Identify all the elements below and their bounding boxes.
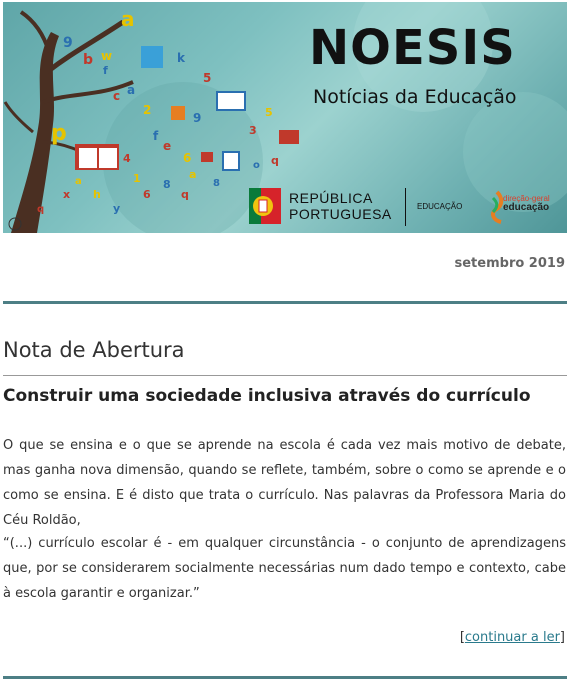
svg-text:y: y (113, 202, 121, 215)
svg-text:o: o (253, 160, 260, 171)
svg-text:e: e (163, 139, 172, 153)
dge-line2: educação (503, 202, 550, 213)
ministry-label: EDUCAÇÃO (417, 202, 463, 211)
svg-text:5: 5 (265, 106, 273, 119)
dge-line1: direção-geral (503, 194, 550, 203)
svg-text:a: a (75, 176, 82, 187)
svg-text:q: q (181, 188, 189, 201)
coat-of-arms-icon (247, 186, 283, 226)
svg-text:5: 5 (203, 71, 212, 85)
svg-text:b: b (83, 52, 94, 68)
svg-text:q: q (271, 154, 279, 167)
svg-text:8: 8 (163, 178, 171, 191)
svg-text:q: q (37, 204, 45, 215)
section-divider-bottom (3, 676, 567, 679)
section-divider-top (3, 301, 567, 304)
svg-text:x: x (63, 188, 71, 201)
svg-text:k: k (177, 51, 185, 65)
svg-text:1: 1 (133, 172, 141, 185)
svg-text:3: 3 (249, 124, 257, 137)
svg-text:w: w (101, 49, 113, 63)
newsletter-subtitle: Notícias da Educação (313, 86, 517, 108)
article-quote: “(...) currículo escolar é - em qualquer circunstância - o conjunto de aprendizagens que, por se considerarem socialmente necessárias num dado tempo e contexto, cabe à escola garantir e organizar.” (3, 536, 566, 601)
issue-date: setembro 2019 (454, 256, 565, 271)
svg-text:4: 4 (123, 152, 131, 165)
continue-reading-link[interactable]: continuar a ler (464, 630, 560, 645)
republica-portuguesa-logo (247, 184, 397, 228)
article-title: Construir uma sociedade inclusiva através do currículo (3, 386, 531, 406)
header-banner (3, 2, 567, 233)
svg-text:c: c (113, 89, 121, 103)
dge-logo (489, 190, 561, 226)
svg-text:a: a (121, 7, 135, 31)
svg-text:h: h (93, 188, 101, 201)
republica-text: REPÚBLICA (289, 190, 373, 206)
svg-text:f: f (153, 129, 159, 143)
newsletter-title: NOESIS (309, 20, 516, 76)
svg-text:6: 6 (183, 151, 192, 165)
logo-divider (405, 188, 406, 226)
svg-text:8: 8 (213, 178, 220, 189)
section-title: Nota de Abertura (3, 338, 185, 362)
svg-text:9: 9 (63, 35, 73, 51)
svg-text:2: 2 (143, 103, 152, 117)
svg-text:a: a (189, 168, 197, 181)
article-paragraph-1: O que se ensina e o que se aprende na escola é cada vez mais motivo de debate, mas ganha nova dimensão, quando se reflete, também, sobre o como se aprende e o como se ensina. E é disto que trata o currículo. Nas palavras da Professora Maria do Céu Roldão, (3, 438, 566, 528)
svg-text:p: p (51, 121, 67, 146)
section-title-underline (3, 375, 567, 376)
svg-text:6: 6 (143, 188, 151, 201)
svg-text:f: f (103, 64, 108, 77)
portuguesa-text: PORTUGUESA (289, 206, 392, 222)
svg-text:9: 9 (193, 111, 202, 125)
svg-text:a: a (127, 83, 136, 97)
continue-reading: [continuar a ler] (459, 630, 565, 645)
